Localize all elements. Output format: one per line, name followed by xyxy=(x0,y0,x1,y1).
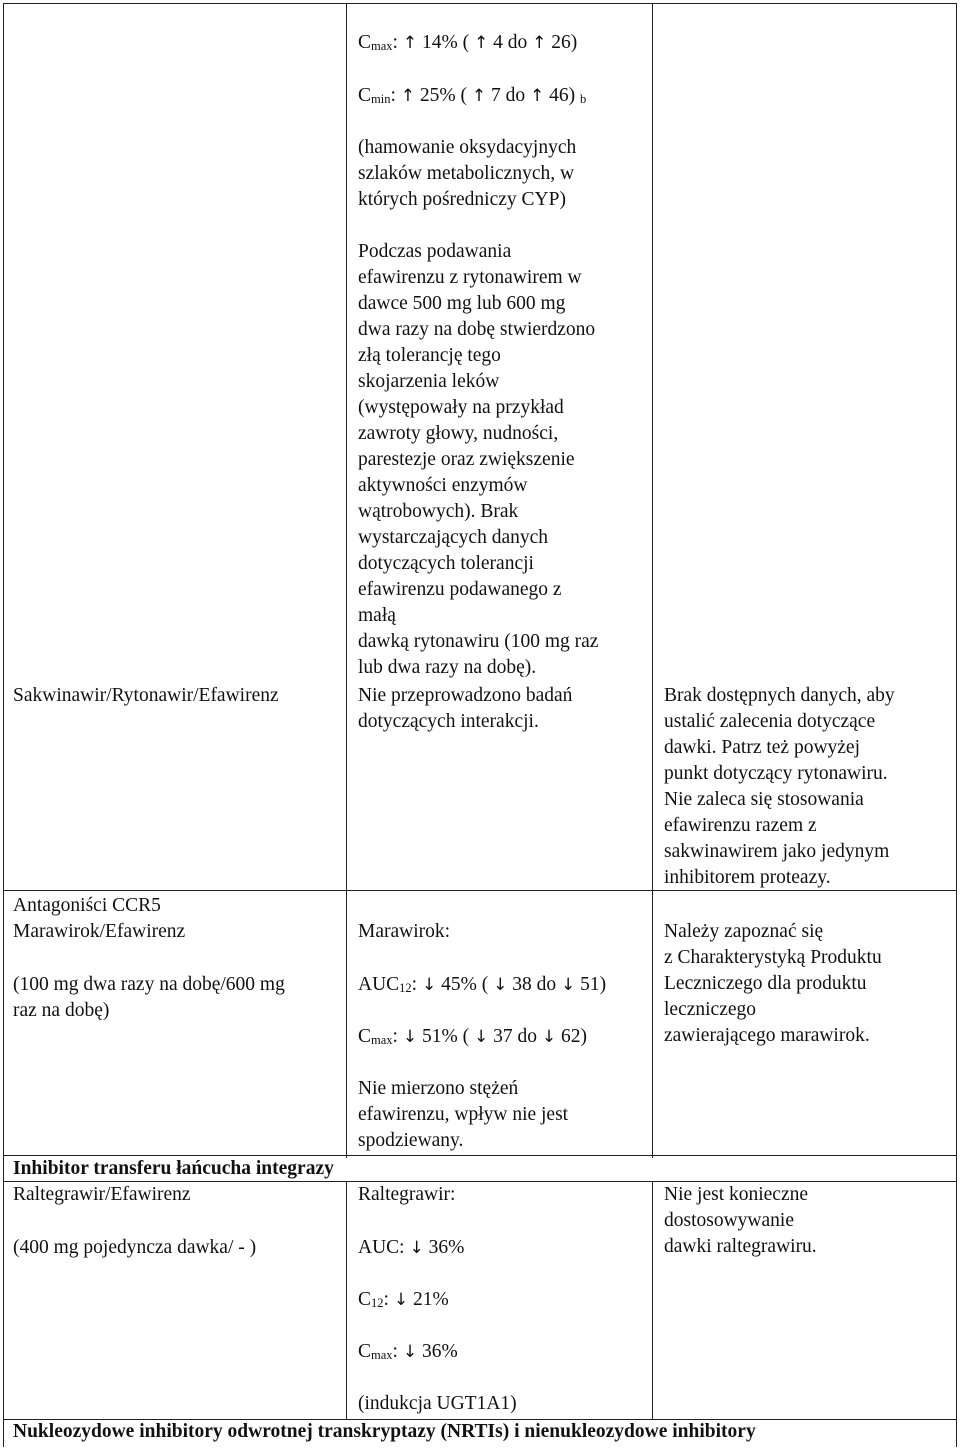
text-line: Nie mierzono stężeń xyxy=(358,1078,519,1099)
arrow-down-icon: ↓ xyxy=(409,1238,424,1258)
table-border-left xyxy=(3,3,4,1447)
cmax-line: Cmax: ↓ 51% ( ↓ 37 do ↓ 62) xyxy=(358,1026,587,1047)
cmax-line: Cmax: ↑ 14% ( ↑ 4 do ↑ 26) xyxy=(358,32,578,53)
text-line: wystarczających danych xyxy=(358,527,549,548)
text-line: Nie przeprowadzono badań xyxy=(358,685,573,706)
arrow-down-icon: ↓ xyxy=(541,1027,557,1047)
drug-name-raltegrawir: Raltegrawir/Efawirenz xyxy=(13,1184,191,1205)
text-line: dawki. Patrz też powyżej xyxy=(664,737,861,758)
c12-line: C12: ↓ 21% xyxy=(358,1289,449,1310)
table-border-right xyxy=(956,3,957,1447)
text-line: Brak dostępnych danych, aby xyxy=(664,685,895,706)
arrow-down-icon: ↓ xyxy=(493,975,508,995)
arrow-down-icon: ↓ xyxy=(402,1027,418,1047)
text-line: Nie jest konieczne xyxy=(664,1184,809,1205)
text-line: których pośredniczy CYP) xyxy=(358,189,566,210)
auc-line: AUC: ↓ 36% xyxy=(358,1237,465,1258)
text-line: skojarzenia leków xyxy=(358,371,500,392)
text-line: inhibitorem proteazy. xyxy=(664,867,831,888)
arrow-down-icon: ↓ xyxy=(560,975,576,995)
text-line: efawirenzu podawanego z xyxy=(358,579,562,600)
dose-raltegrawir: (400 mg pojedyncza dawka/ - ) xyxy=(13,1237,257,1258)
table-divider-col2-lower xyxy=(652,1181,653,1419)
arrow-down-icon: ↓ xyxy=(473,1027,489,1047)
text-line: punkt dotyczący rytonawiru. xyxy=(664,763,888,784)
text-line: sakwinawirem jako jedynym xyxy=(664,841,890,862)
text-line: parestezje oraz zwiększenie xyxy=(358,449,575,470)
text-line: dwa razy na dobę stwierdzono xyxy=(358,319,596,340)
text-line: wątrobowych). Brak xyxy=(358,501,519,522)
cmin-line: Cmin: ↑ 25% ( ↑ 7 do ↑ 46) b xyxy=(358,85,587,106)
text-line: dawką rytonawiru (100 mg raz xyxy=(358,631,599,652)
arrow-down-icon: ↓ xyxy=(393,1290,409,1310)
section-heading-ccr5: Antagoniści CCR5 xyxy=(13,895,161,916)
arrow-up-icon: ↑ xyxy=(471,86,487,106)
text-line: ustalić zalecenia dotyczące xyxy=(664,711,876,732)
label-raltegrawir: Raltegrawir: xyxy=(358,1184,456,1205)
text-line: Nie zaleca się stosowania xyxy=(664,789,864,810)
text-line: dotyczących interakcji. xyxy=(358,711,539,732)
text-line: zawroty głowy, nudności, xyxy=(358,423,559,444)
arrow-up-icon: ↑ xyxy=(530,86,545,106)
text-line: złą tolerancję tego xyxy=(358,345,501,366)
arrow-up-icon: ↑ xyxy=(473,33,489,53)
drug-name-sakwinawir: Sakwinawir/Rytonawir/Efawirenz xyxy=(13,685,279,706)
table-divider-col1 xyxy=(346,3,347,1158)
text-line: aktywności enzymów xyxy=(358,475,528,496)
text-line: dawce 500 mg lub 600 mg xyxy=(358,293,566,314)
table-divider-col1-lower xyxy=(346,1181,347,1419)
text-line: z Charakterystyką Produktu xyxy=(664,947,882,968)
text-line: lub dwa razy na dobę). xyxy=(358,657,537,678)
table-divider-col2 xyxy=(652,3,653,1158)
section-heading-integrase: Inhibitor transferu łańcucha integrazy xyxy=(13,1158,334,1179)
table-border-top xyxy=(3,3,957,4)
text-line: dotyczących tolerancji xyxy=(358,553,534,574)
arrow-down-icon: ↓ xyxy=(402,1342,418,1362)
text-line: Należy zapoznać się xyxy=(664,921,824,942)
arrow-up-icon: ↑ xyxy=(402,33,418,53)
text-line: Leczniczego dla produktu xyxy=(664,973,867,994)
text-line: spodziewany. xyxy=(358,1130,464,1151)
text-line: efawirenzu z rytonawirem w xyxy=(358,267,582,288)
text-line: małą xyxy=(358,605,396,626)
dose-marawirok: raz na dobę) xyxy=(13,1000,110,1021)
text-line: dostosowywanie xyxy=(664,1210,794,1231)
text-line: szlaków metabolicznych, w xyxy=(358,163,575,184)
auc-line: AUC12: ↓ 45% ( ↓ 38 do ↓ 51) xyxy=(358,974,607,995)
text-line: (hamowanie oksydacyjnych xyxy=(358,137,577,158)
label-marawirok: Marawirok: xyxy=(358,921,451,942)
text-line: efawirenzu razem z xyxy=(664,815,817,836)
text-line: efawirenzu, wpływ nie jest xyxy=(358,1104,569,1125)
section-heading-nrti: Nukleozydowe inhibitory odwrotnej transkryptazy (NRTIs) i nienukleozydowe inhibitory xyxy=(13,1421,756,1442)
induction-note: (indukcja UGT1A1) xyxy=(358,1393,517,1414)
text-line: zawierającego marawirok. xyxy=(664,1025,870,1046)
drug-name-marawirok: Marawirok/Efawirenz xyxy=(13,921,186,942)
text-line: Podczas podawania xyxy=(358,241,512,262)
arrow-up-icon: ↑ xyxy=(400,86,416,106)
arrow-up-icon: ↑ xyxy=(532,33,547,53)
text-line: dawki raltegrawiru. xyxy=(664,1236,817,1257)
text-line: leczniczego xyxy=(664,999,757,1020)
arrow-down-icon: ↓ xyxy=(421,975,437,995)
dose-marawirok: (100 mg dwa razy na dobę/600 mg xyxy=(13,974,285,995)
cmax-line: Cmax: ↓ 36% xyxy=(358,1341,458,1362)
text-line: (występowały na przykład xyxy=(358,397,564,418)
